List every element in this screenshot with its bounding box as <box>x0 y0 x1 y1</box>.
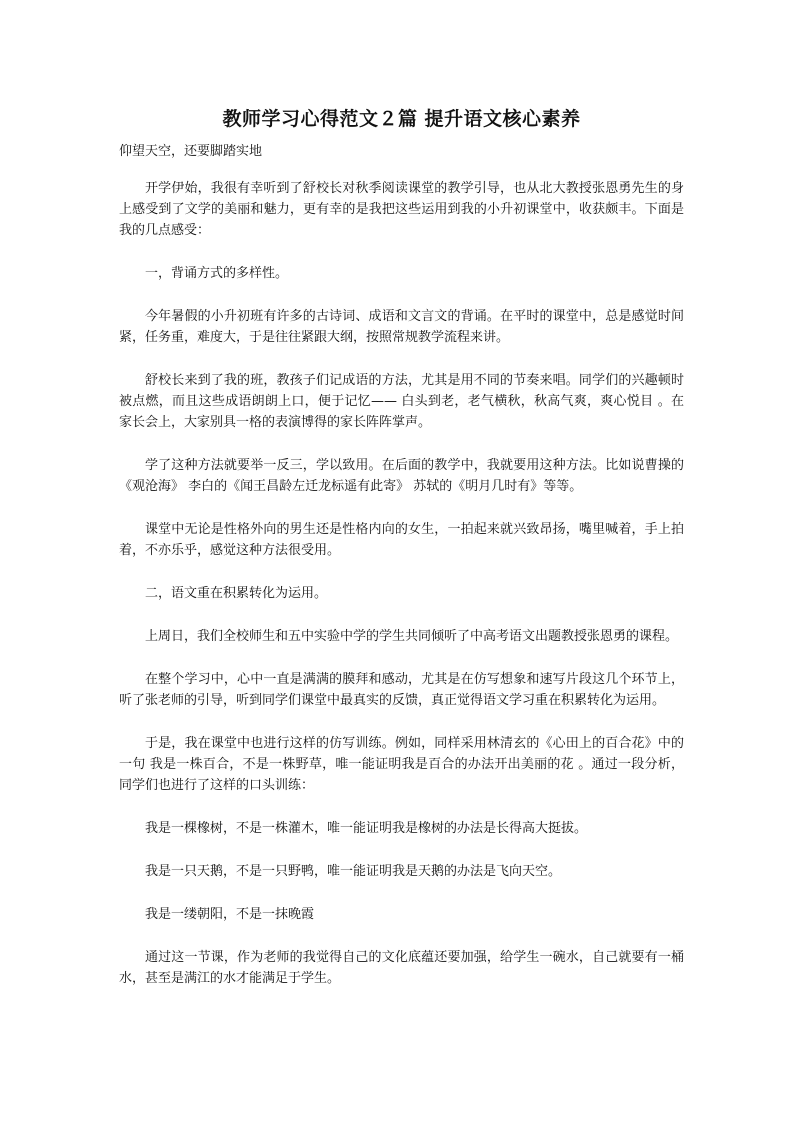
document-title: 教师学习心得范文２篇 提升语文核心素养 <box>222 108 581 130</box>
document-subtitle: 仰望天空，还要脚踏实地 <box>119 144 263 159</box>
section-heading-application: 二，语文重在积累转化为运用。 <box>145 586 328 601</box>
paragraph: 课堂中无论是性格外向的男生还是性格内向的女生，一拍起来就兴致昂扬，嘴里喊着，手上拍着，不亦乐乎，感觉这种方法很受用。 <box>119 522 684 558</box>
example-sentence: 我是一只天鹅，不是一只野鸭，唯一能证明我是天鹅的办法是飞向天空。 <box>145 864 562 879</box>
example-sentence: 我是一棵橡树，不是一株灌木，唯一能证明我是橡树的办法是长得高大挺拔。 <box>145 821 588 836</box>
paragraph: 舒校长来到了我的班，教孩子们记成语的方法，尤其是用不同的节奏来唱。同学们的兴趣顿时被点燃，而且这些成语朗朗上口，便于记忆—— 白头到老，老气横秋，秋高气爽，爽心悦目 。在家长会上，大家别具一格的表演博得的家长阵阵掌声。 <box>119 373 684 430</box>
example-sentence: 我是一缕朝阳，不是一抹晚霞 <box>145 907 315 922</box>
paragraph: 在整个学习中，心中一直是满满的膜拜和感动，尤其是在仿写想象和速写片段这几个环节上，听了张老师的引导，听到同学们课堂中最真实的反馈，真正觉得语文学习重在积累转化为运用。 <box>119 672 684 708</box>
paragraph: 学了这种方法就要举一反三，学以致用。在后面的教学中，我就要用这种方法。比如说曹操的《观沧海》 李白的《闻王昌龄左迁龙标遥有此寄》 苏轼的《明月几时有》等等。 <box>119 458 684 494</box>
paragraph-conclusion: 通过这一节课，作为老师的我觉得自己的文化底蕴还要加强，给学生一碗水，自己就要有一桶水，甚至是满江的水才能满足于学生。 <box>119 950 684 986</box>
paragraph: 于是，我在课堂中也进行这样的仿写训练。例如，同样采用林清玄的《心田上的百合花》中的一句 我是一株百合，不是一株野草，唯一能证明我是百合的办法开出美丽的花 。通过一段分析，同学们也进行了这样的口头训练： <box>119 736 684 793</box>
paragraph: 上周日，我们全校师生和五中实验中学的学生共同倾听了中高考语文出题教授张恩勇的课程。 <box>145 629 679 644</box>
paragraph-intro: 开学伊始，我很有幸听到了舒校长对秋季阅读课堂的教学引导，也从北大教授张恩勇先生的身上感受到了文学的美丽和魅力，更有幸的是我把这些运用到我的小升初课堂中，收获颇丰。下面是我的几点感受： <box>119 181 684 238</box>
paragraph: 今年暑假的小升初班有许多的古诗词、成语和文言文的背诵。在平时的课堂中，总是感觉时间紧，任务重，难度大，于是往往紧跟大纲，按照常规教学流程来讲。 <box>119 309 684 345</box>
document-page <box>119 105 684 989</box>
section-heading-recitation: 一，背诵方式的多样性。 <box>145 266 289 281</box>
